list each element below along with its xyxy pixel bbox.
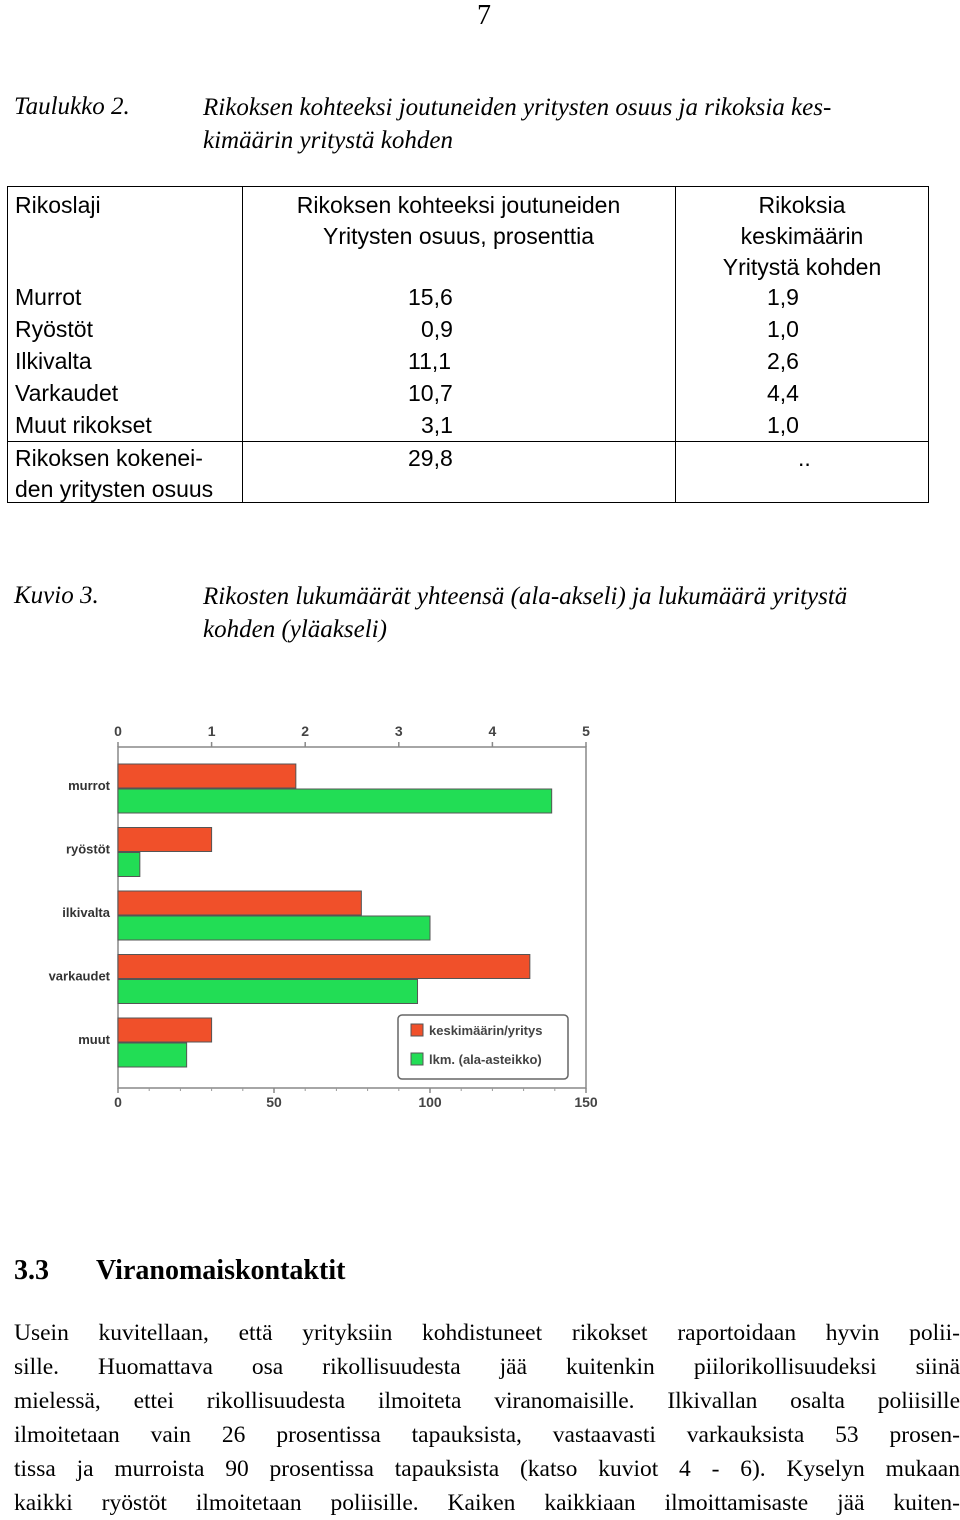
header-share-line: Rikoksen kohteeksi joutuneiden <box>296 192 621 218</box>
paragraph-line: ilmoitetaan vain 26 prosentissa tapauksista, vastaavasti varkauksista 53 prosen- <box>14 1422 960 1448</box>
paragraph-line: Usein kuvitellaan, että yrityksiin kohdistuneet rikokset raportoidaan hyvin polii- <box>14 1320 960 1346</box>
paragraph-line: sille. Huomattava osa rikollisuudesta jää kuitenkin piilorikollisuudeksi siinä <box>14 1354 960 1380</box>
row-type <box>15 443 213 505</box>
crime-bar-chart <box>0 700 960 1120</box>
row-type: Ilkivalta <box>15 348 92 374</box>
header-share <box>242 190 675 252</box>
top-axis-tick-label: 4 <box>488 723 497 739</box>
top-axis-tick-label: 0 <box>114 723 122 739</box>
bar-count <box>118 916 430 940</box>
section-title: Viranomaiskontaktit <box>96 1255 346 1286</box>
top-axis-tick-label: 5 <box>582 723 590 739</box>
top-axis-tick-label: 3 <box>394 723 403 739</box>
row-average: 4,4 <box>767 380 799 406</box>
bottom-axis-tick-label: 150 <box>574 1094 598 1110</box>
bar-average <box>118 955 530 979</box>
bar-average <box>118 891 361 915</box>
row-average: .. <box>798 445 811 471</box>
row-type: Ryöstöt <box>15 316 93 342</box>
bar-average <box>118 764 296 788</box>
table-divider <box>8 441 928 442</box>
bar-average <box>118 828 212 852</box>
row-share: 0,9 <box>421 316 453 342</box>
category-label: ryöstöt <box>65 841 110 857</box>
row-share: 29,8 <box>408 445 453 471</box>
bottom-axis-tick-label: 50 <box>266 1094 282 1110</box>
category-label: ilkivalta <box>62 905 110 920</box>
header-crime-type: Rikoslaji <box>15 192 101 218</box>
paragraph-line: tissa ja murroista 90 prosentissa tapauksista (katso kuviot 4 - 6). Kyselyn mukaan <box>14 1456 960 1482</box>
row-type: Muut rikokset <box>15 412 152 438</box>
top-axis-tick-label: 1 <box>207 723 216 739</box>
top-axis-tick-label: 2 <box>301 723 310 739</box>
bar-count <box>118 853 140 877</box>
category-label: varkaudet <box>48 968 110 984</box>
body-paragraph <box>14 1316 960 1520</box>
legend-label: lkm. (ala-asteikko) <box>429 1052 542 1067</box>
row-type-line: den yritysten osuus <box>15 476 214 502</box>
row-share: 10,7 <box>408 380 453 406</box>
category-label: muut <box>78 1032 110 1047</box>
legend-label: keskimäärin/yritys <box>429 1023 543 1038</box>
header-average <box>676 190 928 283</box>
row-type: Murrot <box>15 284 82 310</box>
paragraph-line: kaikki ryöstöt ilmoitetaan poliisille. Kaiken kaikkiaan ilmoittamisaste jää kuiten- <box>14 1490 960 1516</box>
row-average: 2,6 <box>767 348 799 374</box>
row-average: 1,9 <box>767 284 799 310</box>
bottom-axis-tick-label: 100 <box>418 1094 442 1110</box>
bar-average <box>118 1018 212 1042</box>
row-average: 1,0 <box>767 412 799 438</box>
row-share: 11,1 <box>408 348 452 374</box>
crime-table <box>7 186 929 503</box>
header-share-line: Yritysten osuus, prosenttia <box>322 223 595 249</box>
figure-caption-label: Kuvio 3. <box>14 582 99 609</box>
legend-swatch <box>411 1024 423 1036</box>
header-average-line: Yritystä kohden <box>722 254 882 280</box>
bar-count <box>118 1043 187 1067</box>
table-caption-line: Rikoksen kohteeksi joutuneiden yritysten osuus ja rikoksia kes- <box>203 94 832 121</box>
header-average-line: keskimäärin <box>740 223 864 249</box>
bar-count <box>118 980 418 1004</box>
page-number: 7 <box>477 0 491 31</box>
section-number: 3.3 <box>14 1255 49 1286</box>
table-caption-line: kimäärin yritystä kohden <box>203 127 453 154</box>
paragraph-line: mielessä, ettei rikollisuudesta ilmoiteta viranomaisille. Ilkivallan osalta poliisille <box>14 1388 960 1414</box>
figure-caption-line: kohden (yläakseli) <box>203 616 387 643</box>
table-caption-text <box>203 91 831 157</box>
row-type: Varkaudet <box>15 380 119 406</box>
section-heading <box>14 1255 345 1287</box>
row-share: 3,1 <box>421 412 453 438</box>
row-type-line: Rikoksen kokenei- <box>15 445 203 471</box>
table-caption-label: Taulukko 2. <box>14 93 130 120</box>
figure-caption-line: Rikosten lukumäärät yhteensä (ala-akseli) ja lukumäärä yritystä <box>203 583 848 610</box>
bar-count <box>118 789 552 813</box>
bottom-axis-tick-label: 0 <box>114 1094 122 1110</box>
legend-swatch <box>411 1053 423 1065</box>
row-share: 15,6 <box>408 284 453 310</box>
row-average: 1,0 <box>767 316 799 342</box>
figure-caption-text <box>203 580 847 646</box>
header-average-line: Rikoksia <box>758 192 846 218</box>
category-label: murrot <box>68 778 110 793</box>
